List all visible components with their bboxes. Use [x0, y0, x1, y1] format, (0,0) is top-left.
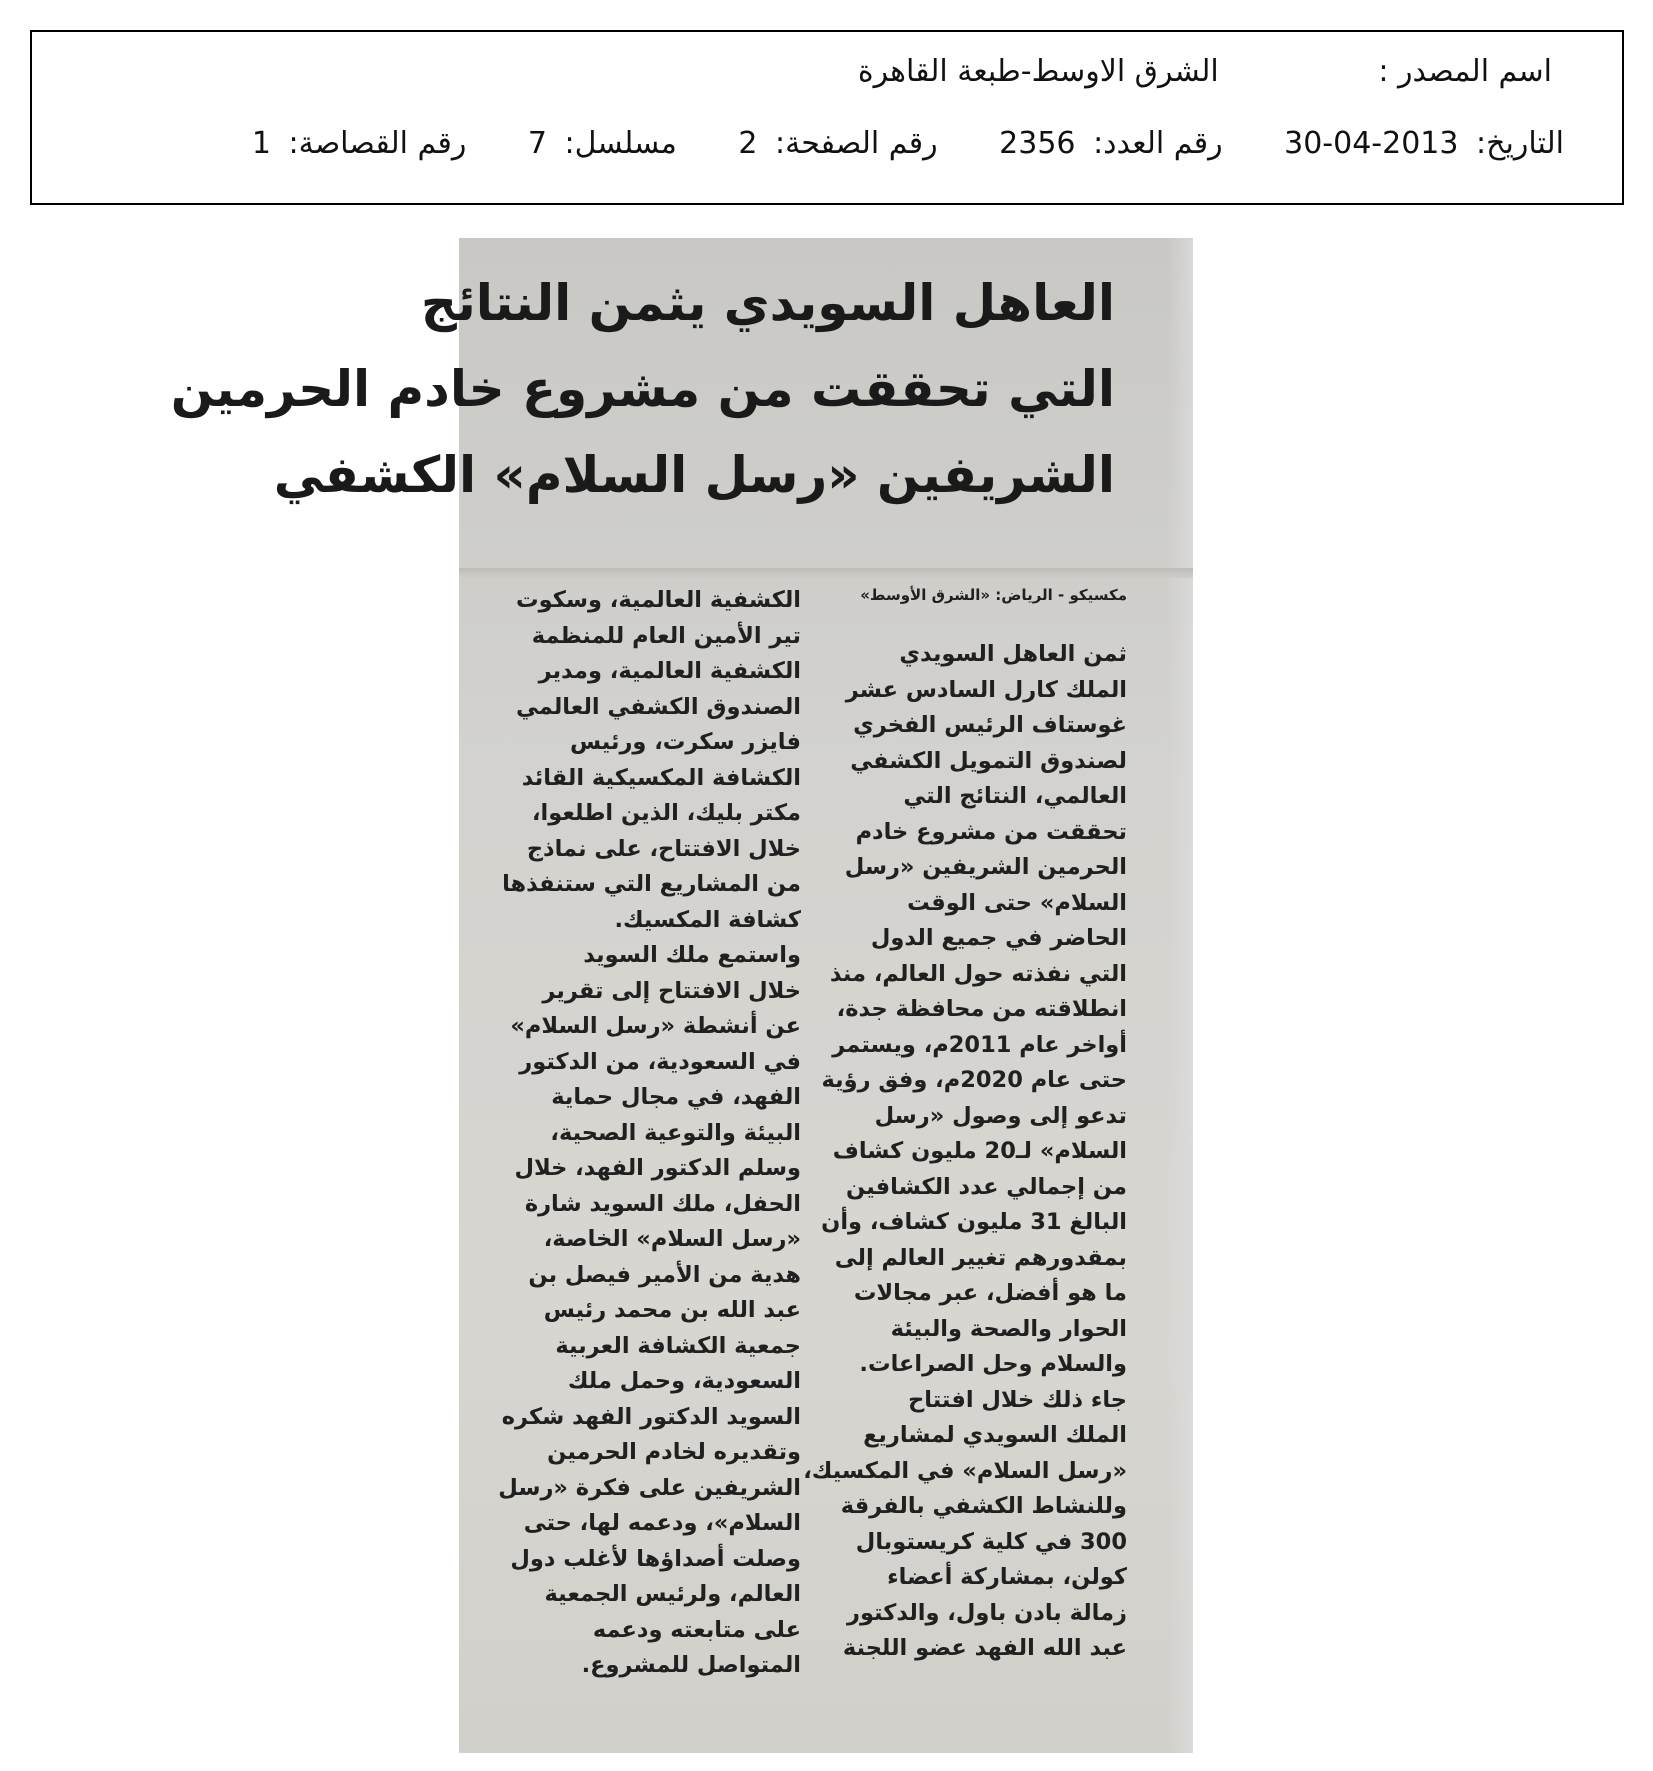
article-text-line: وصلت أصداؤها لأغلب دول [510, 1545, 801, 1572]
article-column-right [805, 583, 1127, 1667]
article-text-line: لصندوق التمويل الكشفي [850, 747, 1127, 774]
article-text-line: السعودية، وحمل ملك [567, 1368, 801, 1394]
headline-divider [459, 568, 1193, 578]
article-text-line: وللنشاط الكشفي بالفرقة [840, 1493, 1127, 1519]
article-text-line: الفهد، في مجال حماية [551, 1084, 801, 1110]
article-text-line: واستمع ملك السويد [583, 942, 801, 968]
issue-label: رقم العدد: [1093, 126, 1223, 161]
article-text-line: الكشفية العالمية، وسكوت [516, 587, 801, 613]
newspaper-clipping [170, 238, 1193, 1753]
clip-label: رقم القصاصة: [288, 126, 467, 161]
issue-field [999, 126, 1222, 161]
article-text-line: زمالة بادن باول، والدكتور [847, 1599, 1127, 1626]
article-text-line: بمقدورهم تغيير العالم إلى [834, 1244, 1127, 1271]
article-text-line: حتى عام 2020م، وفق رؤية [821, 1067, 1127, 1093]
article-text-line: خلال الافتتاح إلى تقرير [542, 977, 801, 1004]
article-text-line: السلام» لـ20 مليون كشاف [832, 1138, 1127, 1164]
clip-value: 1 [251, 126, 271, 161]
article-text-line: الصندوق الكشفي العالمي [516, 693, 801, 720]
source-label: اسم المصدر : [1378, 54, 1552, 89]
article-text-line: ما هو أفضل، عبر مجالات [853, 1280, 1127, 1306]
article-text-line: العالم، ولرئيس الجمعية [544, 1581, 801, 1607]
serial-label: مسلسل: [564, 126, 677, 161]
article-text-line: الحفل، ملك السويد شارة [524, 1190, 801, 1217]
headline-line: الشريفين «رسل السلام» الكشفي [273, 446, 1115, 504]
article-text-line: تدعو إلى وصول «رسل [874, 1102, 1127, 1129]
details-row [200, 126, 1564, 161]
article-text-line: الحاضر في جميع الدول [870, 925, 1127, 951]
clip-field [252, 126, 466, 161]
article-text-line: وسلم الدكتور الفهد، خلال [514, 1155, 801, 1181]
serial-field [528, 126, 677, 161]
date-label: التاريخ: [1476, 126, 1564, 161]
article-text-line: الكشفية العالمية، ومدير [538, 658, 801, 684]
page-value: 2 [738, 126, 758, 161]
serial-value: 7 [527, 126, 547, 161]
article-text-line: 300 في كلية كريستوبال [855, 1528, 1127, 1555]
article-text-line: عن أنشطة «رسل السلام» [510, 1013, 801, 1039]
article-text-line: انطلاقته من محافظة جدة، [836, 996, 1127, 1022]
article-text-line: «رسل السلام» في المكسيك، [803, 1457, 1127, 1484]
source-value: الشرق الاوسط-طبعة القاهرة [857, 54, 1219, 89]
date-field [1284, 126, 1564, 161]
article-text-line: التي نفذته حول العالم، منذ [829, 960, 1127, 987]
article-text-line: وتقديره لخادم الحرمين [547, 1439, 801, 1465]
article-text-line: تحققت من مشروع خادم [855, 818, 1127, 845]
article-text-line: جاء ذلك خلال افتتاح [908, 1386, 1127, 1413]
article-text-line: في السعودية، من الدكتور [519, 1048, 801, 1075]
headline-line: العاهل السويدي يثمن النتائج [420, 274, 1115, 332]
article-text-line: السلام»، ودعمه لها، حتى [523, 1510, 801, 1536]
article-text-line: العالمي، النتائج التي [903, 783, 1127, 809]
article-text-line: السويد الدكتور الفهد شكره [501, 1403, 801, 1430]
article-text-line: كولن، بمشاركة أعضاء [887, 1564, 1127, 1590]
page-label: رقم الصفحة: [775, 126, 938, 161]
article-text-line: الشريفين على فكرة «رسل [498, 1474, 801, 1501]
article-text-line: البيئة والتوعية الصحية، [550, 1119, 801, 1146]
article-text-line: من إجمالي عدد الكشافين [845, 1173, 1127, 1200]
article-text-line: الملك السويدي لمشاريع [863, 1422, 1127, 1448]
article-text-line: فايزر سكرت، ورئيس [570, 729, 801, 755]
article-text-line: على متابعته ودعمه [592, 1616, 801, 1643]
article-text-line: ثمن العاهل السويدي [899, 641, 1127, 667]
article-text-line: عبد الله الفهد عضو اللجنة [842, 1635, 1127, 1661]
clipping-metadata-box [30, 30, 1624, 205]
date-value: 30-04-2013 [1284, 126, 1459, 161]
article-text-line: جمعية الكشافة العربية [555, 1332, 801, 1359]
article-text-line: «رسل السلام» الخاصة، [543, 1226, 801, 1252]
article-text-line: كشافة المكسيك. [614, 906, 801, 933]
article-headline [170, 260, 1115, 518]
article-text-line: السلام» حتى الوقت [907, 889, 1127, 916]
article-text-line: الحرمين الشريفين «رسل [844, 854, 1127, 880]
article-text-line: خلال الافتتاح، على نماذج [526, 835, 801, 862]
article-text-line: أواخر عام 2011م، ويستمر [832, 1031, 1127, 1058]
article-text-line: والسلام وحل الصراعات. [859, 1351, 1127, 1377]
article-text-line: من المشاريع التي ستنفذها [502, 871, 801, 897]
article-text-line: الملك كارل السادس عشر [845, 676, 1127, 703]
headline-line: التي تحققت من مشروع خادم الحرمين [170, 360, 1115, 418]
article-text-line: الكشافة المكسيكية القائد [521, 764, 801, 791]
article-text-line: عبد الله بن محمد رئيس [543, 1297, 801, 1323]
article-text-line: تير الأمين العام للمنظمة [531, 622, 801, 649]
article-text-line: الحوار والصحة والبيئة [890, 1315, 1127, 1342]
article-text-line: هدية من الأمير فيصل بن [528, 1261, 801, 1288]
page-field [738, 126, 937, 161]
article-dateline: مكسيكو - الرياض: «الشرق الأوسط» [860, 586, 1127, 604]
issue-value: 2356 [999, 126, 1076, 161]
source-row [858, 54, 1552, 89]
article-column-left [479, 583, 801, 1684]
article-text-line: المتواصل للمشروع. [581, 1652, 801, 1678]
article-text-line: مكتر بليك، الذين اطلعوا، [531, 800, 801, 826]
article-text-line: غوستاف الرئيس الفخري [853, 712, 1127, 738]
article-text-line: البالغ 31 مليون كشاف، وأن [821, 1209, 1127, 1235]
paper-edge-shade [1167, 238, 1193, 1753]
